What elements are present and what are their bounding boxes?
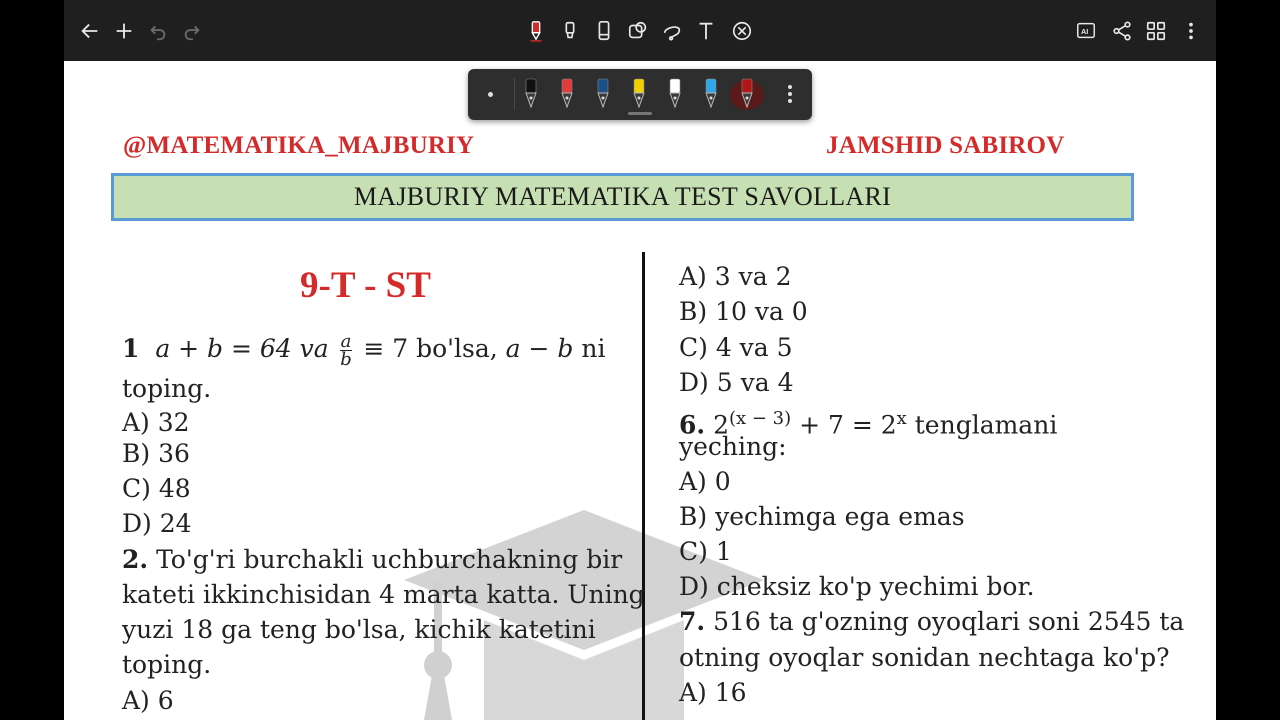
eraser-icon[interactable] xyxy=(588,15,620,47)
q2-option: A) 6 xyxy=(122,686,174,715)
document-viewer xyxy=(64,0,1216,720)
q1-option: C) 48 xyxy=(122,474,191,503)
q6-option: B) yechimga ega emas xyxy=(679,502,965,531)
highlighter-icon[interactable] xyxy=(554,15,586,47)
q2-text-line: To'g'ri burchakli uchburchakning bir xyxy=(156,545,623,574)
banner-title: MAJBURIY MATEMATIKA TEST SAVOLLARI xyxy=(353,182,892,211)
question-number: 2. xyxy=(122,545,149,574)
q7-option: A) 16 xyxy=(679,678,747,707)
q1-fraction: $\frac{a}{b}$ xyxy=(340,331,352,370)
q6-option: A) 0 xyxy=(679,467,731,496)
ai-icon[interactable] xyxy=(1070,15,1102,47)
q6-exponent: x xyxy=(896,408,907,429)
q6-mid: + 7 = 2 xyxy=(791,410,897,440)
prev-option: D) 5 va 4 xyxy=(679,368,794,397)
pen-dark-red[interactable] xyxy=(734,77,760,111)
grid-icon[interactable] xyxy=(1140,15,1172,47)
more-icon[interactable] xyxy=(1175,15,1207,47)
q1-line2: toping. xyxy=(122,374,212,403)
lasso-icon[interactable] xyxy=(622,15,654,47)
q6-exponent: (x − 3) xyxy=(728,408,792,429)
q2-text-line: yuzi 18 ga teng bo'lsa, kichik katetini xyxy=(122,615,596,644)
prev-option: A) 3 va 2 xyxy=(679,262,792,291)
q6-base: 2 xyxy=(713,410,729,440)
q6-option: C) 1 xyxy=(679,537,732,566)
pen-light-blue[interactable] xyxy=(698,77,724,111)
q1-tail: ni xyxy=(581,334,606,363)
q1-option: A) 32 xyxy=(122,408,190,437)
pen-black[interactable] xyxy=(518,77,544,111)
q7-text-line: 516 ta g'ozning oyoqlari soni 2545 ta xyxy=(713,607,1185,636)
add-icon[interactable] xyxy=(108,15,140,47)
q1-option: D) 24 xyxy=(122,509,192,538)
q2-text-line: toping. xyxy=(122,650,212,679)
q2-text-line: kateti ikkinchisidan 4 marta katta. Uning xyxy=(122,580,645,609)
q6-line2: yeching: xyxy=(679,432,787,461)
author-name: JAMSHID SABIROV xyxy=(826,132,1065,159)
prev-option: C) 4 va 5 xyxy=(679,333,793,362)
channel-name: @MATEMATIKA_MAJBURIY xyxy=(123,132,475,159)
question-number: 7. xyxy=(679,607,706,636)
shape-icon[interactable] xyxy=(656,15,688,47)
undo-icon[interactable] xyxy=(142,15,174,47)
question-1 xyxy=(122,333,605,368)
redo-icon[interactable] xyxy=(176,15,208,47)
section-title: 9-T - ST xyxy=(300,265,431,306)
tray-divider xyxy=(514,78,515,110)
column-divider xyxy=(642,252,645,720)
tray-drag-handle[interactable] xyxy=(628,112,652,115)
title-banner xyxy=(111,173,1134,221)
prev-option: B) 10 va 0 xyxy=(679,297,808,326)
question-7 xyxy=(679,607,1184,637)
top-toolbar xyxy=(64,0,1216,61)
text-icon[interactable] xyxy=(690,15,722,47)
pen-red[interactable] xyxy=(554,77,580,111)
pen-white[interactable] xyxy=(662,77,688,111)
q6-option: D) cheksiz ko'p yechimi bor. xyxy=(679,572,1035,601)
q1-expression: a − b xyxy=(505,334,574,363)
tray-more-icon[interactable] xyxy=(784,79,796,109)
pen-yellow[interactable] xyxy=(626,77,652,111)
pen-size-dot[interactable] xyxy=(488,92,493,97)
q7-text-line: otning oyoqlar sonidan nechtaga ko'p? xyxy=(679,643,1170,672)
close-tool-icon[interactable] xyxy=(726,15,758,47)
question-2 xyxy=(122,545,622,575)
pen-dark-blue[interactable] xyxy=(590,77,616,111)
pen-tray xyxy=(468,69,812,120)
question-number: 6. xyxy=(679,410,706,440)
q6-tail: tenglamani xyxy=(906,410,1058,440)
q1-equation: a + b = 64 va xyxy=(155,334,329,363)
question-number: 1 xyxy=(122,334,140,363)
pen-icon[interactable] xyxy=(520,15,552,47)
q1-condition: ≡ 7 bo'lsa, xyxy=(363,334,498,363)
back-icon[interactable] xyxy=(74,15,106,47)
svg-text:AI: AI xyxy=(1080,27,1089,37)
share-icon[interactable] xyxy=(1106,15,1138,47)
q1-option: B) 36 xyxy=(122,439,190,468)
